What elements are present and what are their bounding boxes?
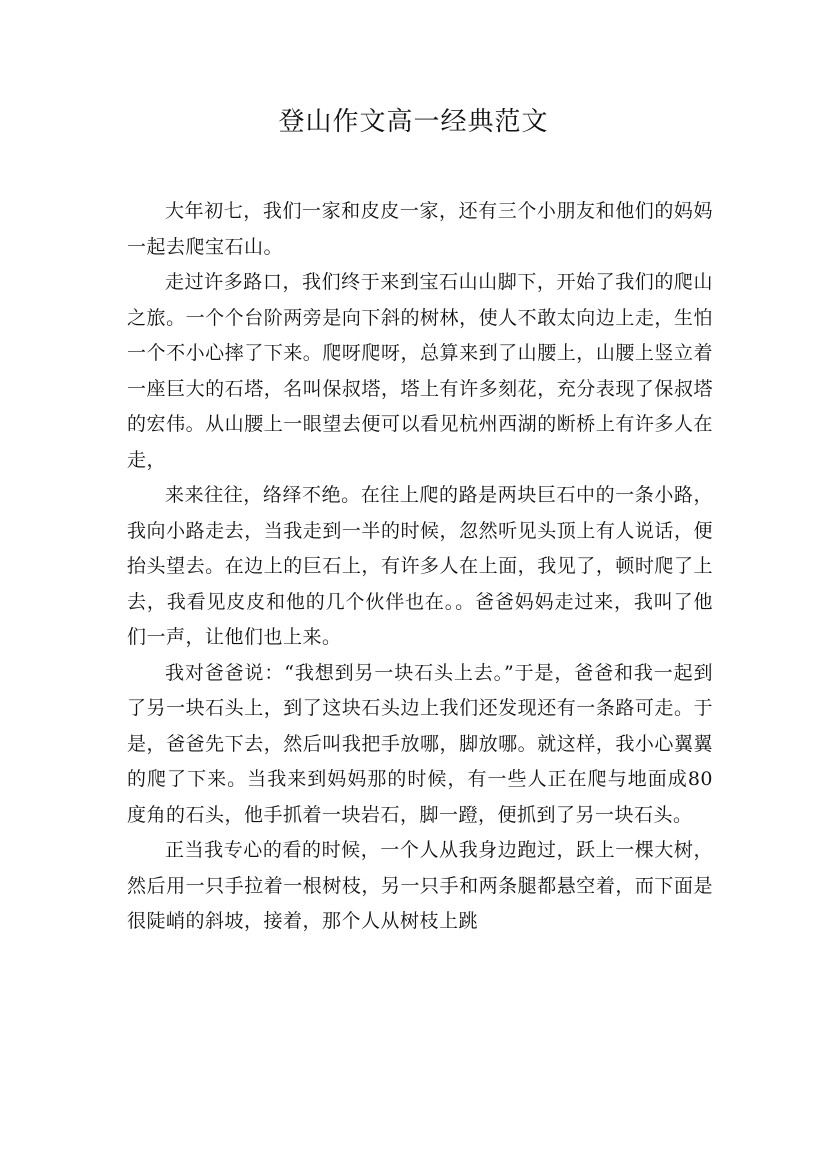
paragraph: 大年初七，我们一家和皮皮一家，还有三个小朋友和他们的妈妈一起去爬宝石山。 (127, 200, 713, 258)
document-body (127, 194, 713, 940)
paragraph: 走过许多路口，我们终于来到宝石山山脚下，开始了我们的爬山之旅。一个个台阶两旁是向下斜的树林，使人不敢太向边上走，生怕一个不小心摔了下来。爬呀爬呀，总算来到了山腰上，山腰上竖立着一座巨大的石塔，名叫保叔塔，塔上有许多刻花，充分表现了保叔塔的宏伟。从山腰上一眼望去便可以看见杭州西湖的断桥上有许多人在走， (127, 271, 713, 471)
paragraph: 正当我专心的看的时候，一个人从我身边跑过，跃上一棵大树，然后用一只手拉着一根树枝，另一只手和两条腿都悬空着，而下面是很陡峭的斜坡，接着，那个人从树枝上跳 (127, 839, 713, 932)
paragraph: 我对爸爸说：“我想到另一块石头上去。”于是，爸爸和我一起到了另一块石头上，到了这块石头边上我们还发现还有一条路可走。于是，爸爸先下去，然后叫我把手放哪，脚放哪。就这样，我小心翼翼的爬了下来。当我来到妈妈那的时候，有一些人正在爬与地面成80度角的石头，他手抓着一块岩石，脚一蹬，便抓到了另一块石头。 (127, 661, 713, 826)
paragraph: 来来往往，络绎不绝。在往上爬的路是两块巨石中的一条小路，我向小路走去，当我走到一半的时候，忽然听见头顶上有人说话，便抬头望去。在边上的巨石上，有许多人在上面，我见了，顿时爬了上去，我看见皮皮和他的几个伙伴也在。。爸爸妈妈走过来，我叫了他们一声，让他们也上来。 (127, 484, 713, 648)
document-title: 登山作文高一经典范文 (278, 107, 549, 137)
